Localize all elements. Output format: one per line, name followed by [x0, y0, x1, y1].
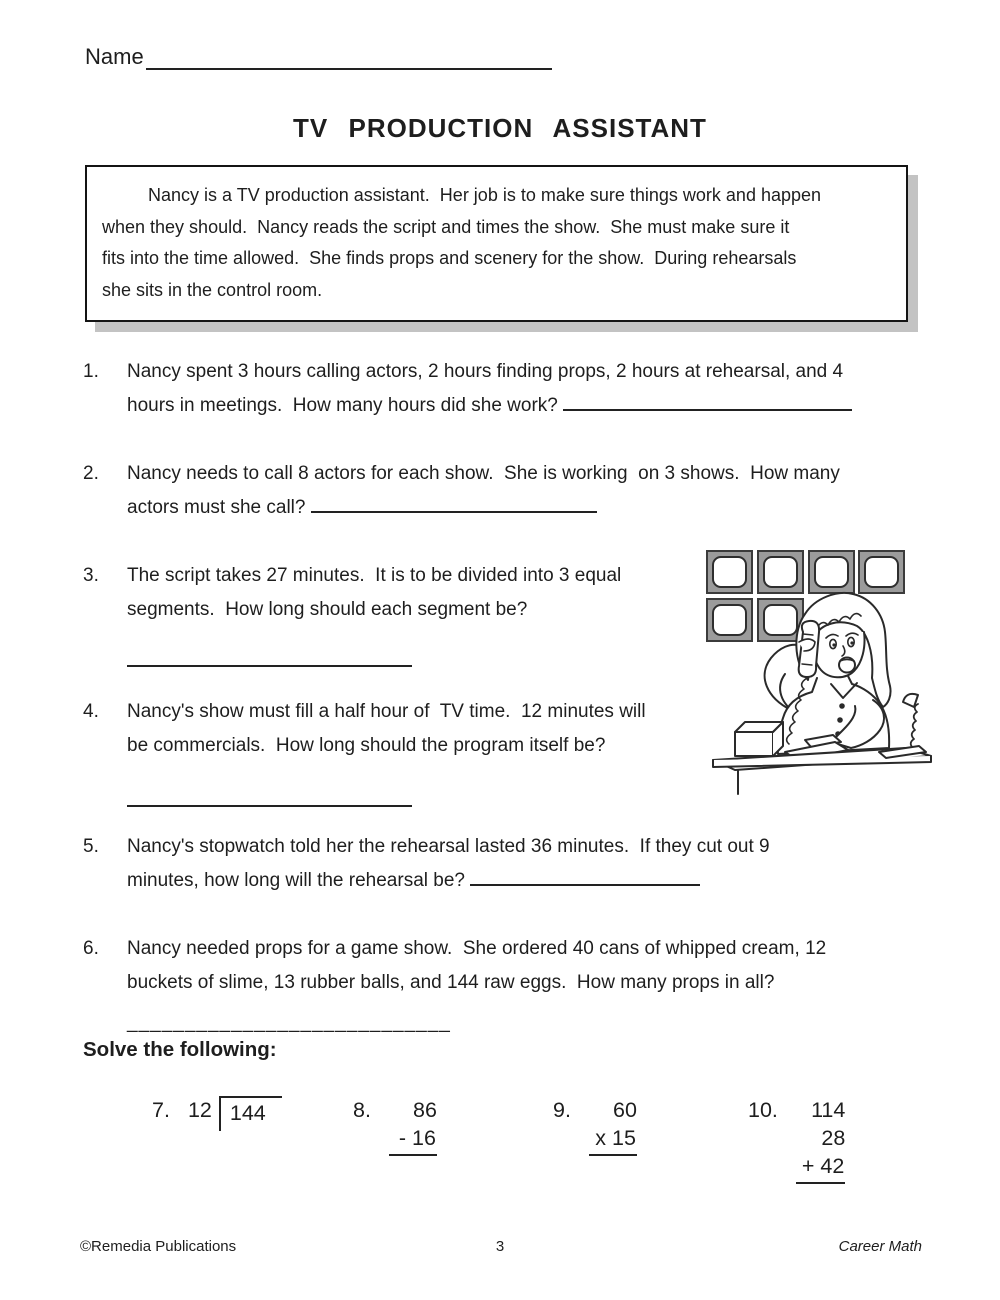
answer-blank [127, 660, 412, 667]
problem-number: 10. [748, 1098, 778, 1122]
solve-heading: Solve the following: [83, 1038, 277, 1061]
question-text-line: Nancy needs to call 8 actors for each show. She is working on 3 shows. How many [127, 463, 840, 484]
question-number: 4. [83, 701, 99, 722]
division-divisor: 12 [187, 1098, 212, 1122]
question-2 [83, 457, 840, 525]
math-problem-7 [152, 1096, 282, 1131]
answer-blank [470, 879, 700, 886]
intro-line: she sits in the control room. [102, 279, 323, 300]
question-3 [83, 559, 621, 679]
question-text-line [127, 864, 770, 898]
operand: 28 [821, 1126, 846, 1150]
intro-line: fits into the time allowed. She finds props and scenery for the show. During rehearsals [102, 248, 797, 268]
intro-line: when they should. Nancy reads the script and times the show. She must make sure it [102, 216, 790, 237]
question-text-line: Nancy's show must fill a half hour of TV time. 12 minutes will [127, 701, 646, 722]
operand: 114 [811, 1098, 846, 1122]
woman-on-phone-illustration [705, 580, 935, 795]
question-number: 5. [83, 836, 99, 857]
operand: 86 [413, 1098, 437, 1122]
page-title: TV PRODUCTION ASSISTANT [293, 113, 707, 143]
operand: 60 [613, 1098, 637, 1122]
question-text-line [127, 491, 840, 525]
intro-line: Nancy is a TV production assistant. Her job is to make sure things work and happen [148, 185, 822, 205]
question-4 [83, 695, 646, 819]
problem-number: 8. [353, 1098, 371, 1122]
question-text: minutes, how long will the rehearsal be? [127, 870, 471, 891]
answer-blank-underscores: ____________________________ [127, 1012, 451, 1033]
question-text-line: be commercials. How long should the program itself be? [127, 735, 606, 756]
question-1 [83, 355, 852, 423]
question-text-line: buckets of slime, 13 rubber balls, and 144 raw eggs. How many props in all? [127, 972, 775, 993]
answer-blank [563, 404, 852, 411]
problem-number: 9. [553, 1098, 571, 1122]
division-bracket: 144 [219, 1096, 282, 1131]
question-number: 6. [83, 938, 99, 959]
problem-number: 7. [152, 1098, 170, 1122]
question-text-line [127, 389, 852, 423]
operand-underlined: - 16 [389, 1124, 437, 1156]
footer-book-title: Career Math [838, 1238, 922, 1255]
question-number: 1. [83, 361, 99, 382]
footer-copyright: ©Remedia Publications [80, 1238, 237, 1255]
question-6 [83, 932, 826, 1040]
operand-underlined: x 15 [589, 1124, 637, 1156]
question-text-line: The script takes 27 minutes. It is to be divided into 3 equal [127, 565, 622, 586]
question-text-line: Nancy spent 3 hours calling actors, 2 hours finding props, 2 hours at rehearsal, and 4 [127, 361, 844, 382]
answer-blank [127, 800, 412, 807]
operand-underlined: + 42 [796, 1152, 845, 1184]
math-problem-8 [353, 1096, 437, 1156]
question-text-line: segments. How long should each segment be? [127, 599, 528, 620]
question-number: 3. [83, 565, 99, 586]
question-text: actors must she call? [127, 497, 311, 518]
footer-page-number: 3 [495, 1238, 505, 1255]
math-problem-10 [748, 1096, 845, 1184]
name-label: Name [85, 44, 144, 69]
question-text-line: Nancy's stopwatch told her the rehearsal lasted 36 minutes. If they cut out 9 [127, 836, 770, 857]
question-text-line: Nancy needed props for a game show. She ordered 40 cans of whipped cream, 12 [127, 938, 827, 959]
answer-blank [311, 506, 597, 513]
intro-box [85, 165, 908, 322]
question-5 [83, 830, 770, 898]
name-write-line [146, 42, 552, 70]
question-text: hours in meetings. How many hours did she work? [127, 395, 564, 416]
name-row [85, 42, 552, 70]
question-number: 2. [83, 463, 99, 484]
math-problem-9 [553, 1096, 637, 1156]
